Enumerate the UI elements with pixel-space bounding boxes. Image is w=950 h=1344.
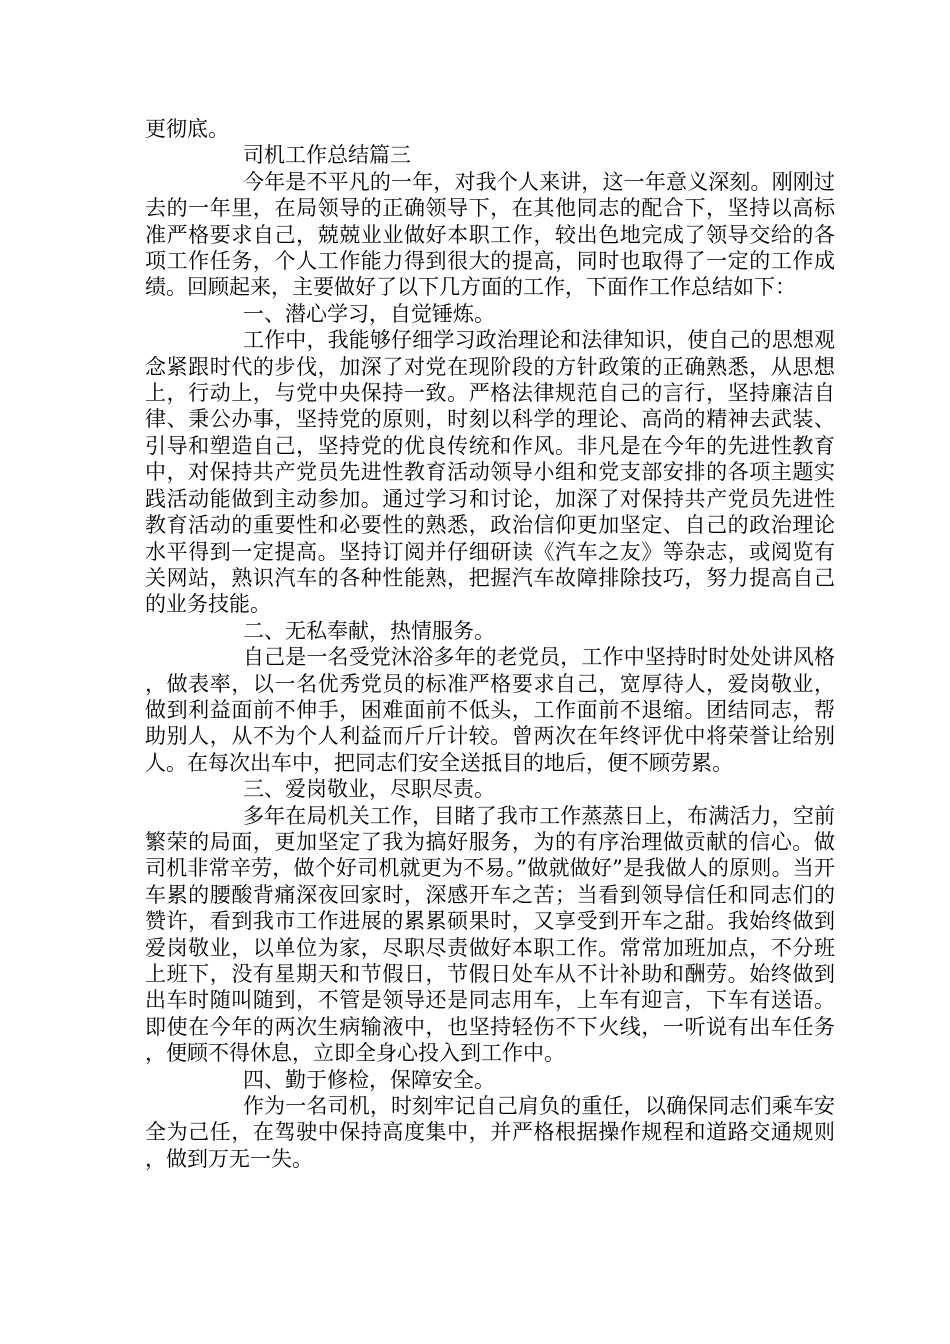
- section-body-1: 工作中，我能够仔细学习政治理论和法律知识，使自己的思想观念紧跟时代的步伐，加深了对党在现阶段的方针政策的正确熟悉，从思想上，行动上，与党中央保持一致。严格法律规范自己的言行，坚持廉洁自律、秉公办事，坚持党的原则，时刻以科学的理论、高尚的精神去武装、引导和塑造自己，坚持党的优良传统和作风。非凡是在今年的先进性教育中，对保持共产党员先进性教育活动领导小组和党支部安排的各项主题实践活动能做到主动参加。通过学习和讨论，加深了对保持共产党员先进性教育活动的重要性和必要性的熟悉，政治信仰更加坚定、自己的政治理论水平得到一定提高。坚持订阅并仔细研读《汽车之友》等杂志，或阅览有关网站，熟识汽车的各种性能熟，把握汽车故障排除技巧，努力提高自己的业务技能。: [145, 328, 835, 617]
- intro-paragraph: 今年是不平凡的一年，对我个人来讲，这一年意义深刻。刚刚过去的一年里，在局领导的正确领导下，在其他同志的配合下，坚持以高标准严格要求自己，兢兢业业做好本职工作，较出色地完成了领导交给的各项工作任务，个人工作能力得到很大的提高，同时也取得了一定的工作成绩。回顾起来，主要做好了以下几方面的工作，下面作工作总结如下：: [145, 169, 835, 300]
- section-title-3: 三、爱岗敬业，尽职尽责。: [243, 777, 495, 802]
- document-page: [145, 116, 835, 1172]
- section-title-2: 二、无私奉献，热情服务。: [243, 618, 495, 643]
- document-heading: 司机工作总结篇三: [243, 143, 411, 168]
- section-title-1: 一、潜心学习，自觉锤炼。: [243, 301, 495, 326]
- section-body-4: 作为一名司机，时刻牢记自己肩负的重任，以确保同志们乘车安全为己任，在驾驶中保持高度集中，并严格根据操作规程和道路交通规则，做到万无一失。: [145, 1094, 835, 1171]
- section-body-2: 自己是一名受党沐浴多年的老党员，工作中坚持时时处处讲风格，做表率，以一名优秀党员的标准严格要求自己，宽厚待人，爱岗敬业，做到利益面前不伸手，困难面前不低头，工作面前不退缩。团结同志，帮助别人，从不为个人利益而斤斤计较。曾两次在年终评优中将荣誉让给别人。在每次出车中，把同志们安全送抵目的地后，便不顾劳累。: [145, 645, 835, 775]
- section-body-3: 多年在局机关工作，目睹了我市工作蒸蒸日上，布满活力，空前繁荣的局面，更加坚定了我为搞好服务，为的有序治理做贡献的信心。做司机非常辛劳，做个好司机就更为不易。”做就做好”是我做人的原则。当开车累的腰酸背痛深夜回家时，深感开车之苦；当看到领导信任和同志们的赞许，看到我市工作进展的累累硕果时，又享受到开车之甜。我始终做到爱岗敬业，以单位为家，尽职尽责做好本职工作。常常加班加点，不分班上班下，没有星期天和节假日，节假日处车从不计补助和酬劳。始终做到出车时随叫随到，不管是领导还是同志用车，上车有迎言，下车有送语。即使在今年的两次生病输液中，也坚持轻伤不下火线，一听说有出车任务，便顾不得休息，立即全身心投入到工作中。: [145, 803, 835, 1066]
- section-title-4: 四、勤于修检，保障安全。: [243, 1067, 495, 1092]
- lead-fragment: 更彻底。: [145, 117, 229, 141]
